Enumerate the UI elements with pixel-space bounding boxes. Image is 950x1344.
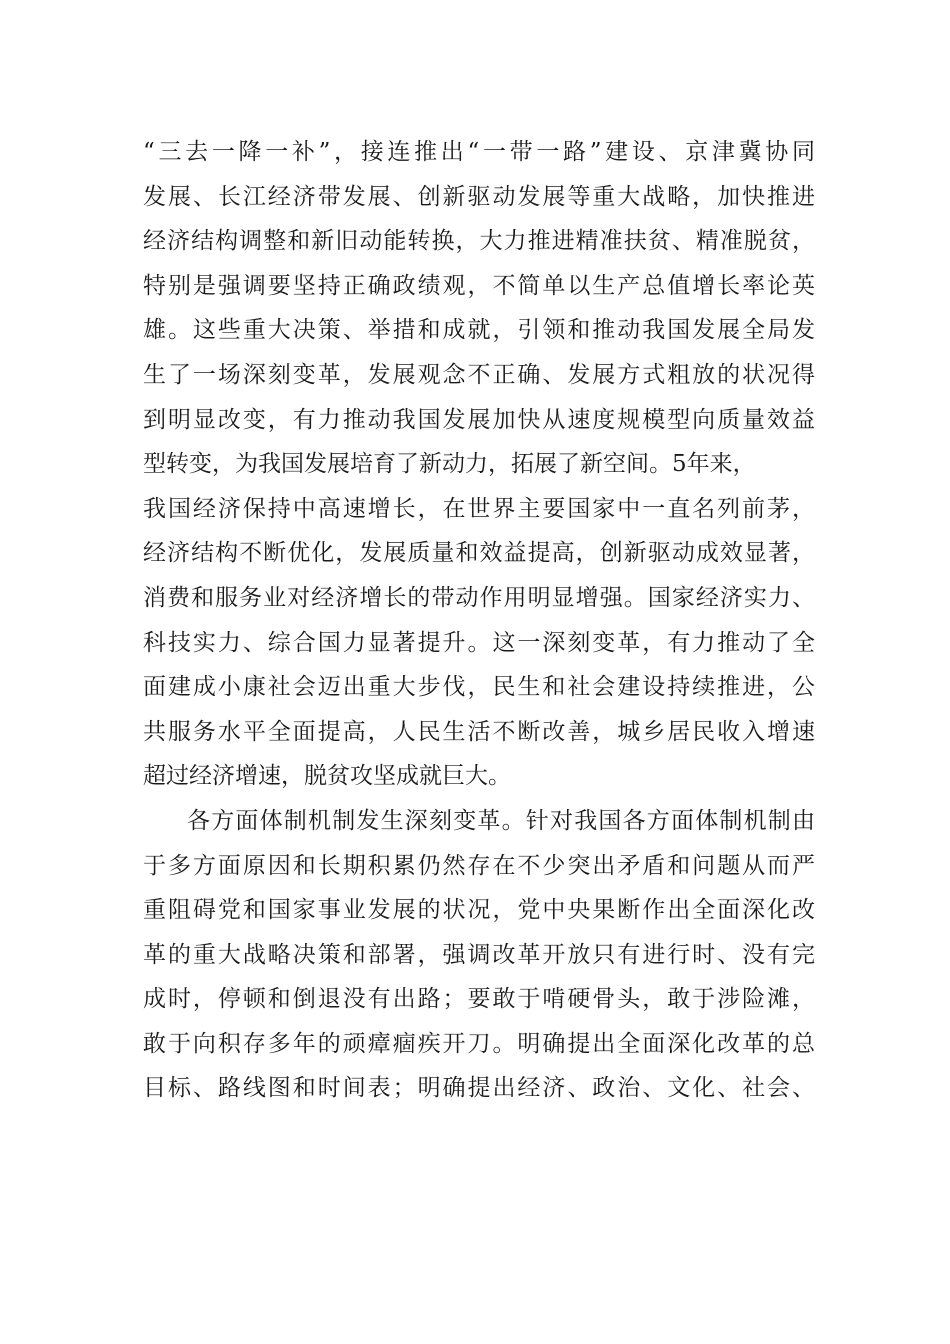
text-line: 特别是强调要坚持正确政绩观，不简单以生产总值增长率论英: [143, 272, 815, 299]
text-line: 我国经济保持中高速增长，在世界主要国家中一直名列前茅，: [143, 495, 815, 522]
text-line: 生了一场深刻变革，发展观念不正确、发展方式粗放的状况得: [143, 361, 815, 388]
text-line: 目标、路线图和时间表；明确提出经济、政治、文化、社会、: [143, 1075, 815, 1102]
text-line: 共服务水平全面提高，人民生活不断改善，城乡居民收入增速: [143, 718, 815, 745]
text-line: 型转变，为我国发展培育了新动力，拓展了新空间。5年来，: [143, 451, 756, 478]
text-line: 革的重大战略决策和部署，强调改革开放只有进行时、没有完: [143, 941, 815, 968]
paragraph-economy: [143, 130, 815, 799]
body-text: [143, 130, 815, 1111]
text-line: 重阻碍党和国家事业发展的状况，党中央果断作出全面深化改: [143, 897, 815, 924]
text-line: 到明显改变，有力推动我国发展加快从速度规模型向质量效益: [143, 406, 815, 433]
text-line: 各方面体制机制发生深刻变革。针对我国各方面体制机制由: [187, 807, 815, 834]
text-line: 经济结构调整和新旧动能转换，大力推进精准扶贫、精准脱贫，: [143, 228, 815, 255]
text-line: 于多方面原因和长期积累仍然存在不少突出矛盾和问题从而严: [143, 852, 815, 879]
text-line: 敢于向积存多年的顽瘴痼疾开刀。明确提出全面深化改革的总: [143, 1030, 815, 1057]
text-line: 成时，停顿和倒退没有出路；要敢于啃硬骨头，敢于涉险滩，: [143, 986, 815, 1013]
text-line: 雄。这些重大决策、举措和成就，引领和推动我国发展全局发: [143, 317, 815, 344]
paragraph-reform: [143, 799, 815, 1111]
text-line: 发展、长江经济带发展、创新驱动发展等重大战略，加快推进: [143, 183, 815, 210]
text-line: 消费和服务业对经济增长的带动作用明显增强。国家经济实力、: [143, 584, 815, 611]
text-line: “三去一降一补”，接连推出“一带一路”建设、京津冀协同: [143, 139, 815, 165]
text-line: 经济结构不断优化，发展质量和效益提高，创新驱动成效显著，: [143, 540, 815, 567]
text-line: 科技实力、综合国力显著提升。这一深刻变革，有力推动了全: [143, 629, 815, 656]
text-line: 超过经济增速，脱贫攻坚成就巨大。: [143, 763, 511, 790]
text-line: 面建成小康社会迈出重大步伐，民生和社会建设持续推进，公: [143, 674, 815, 701]
